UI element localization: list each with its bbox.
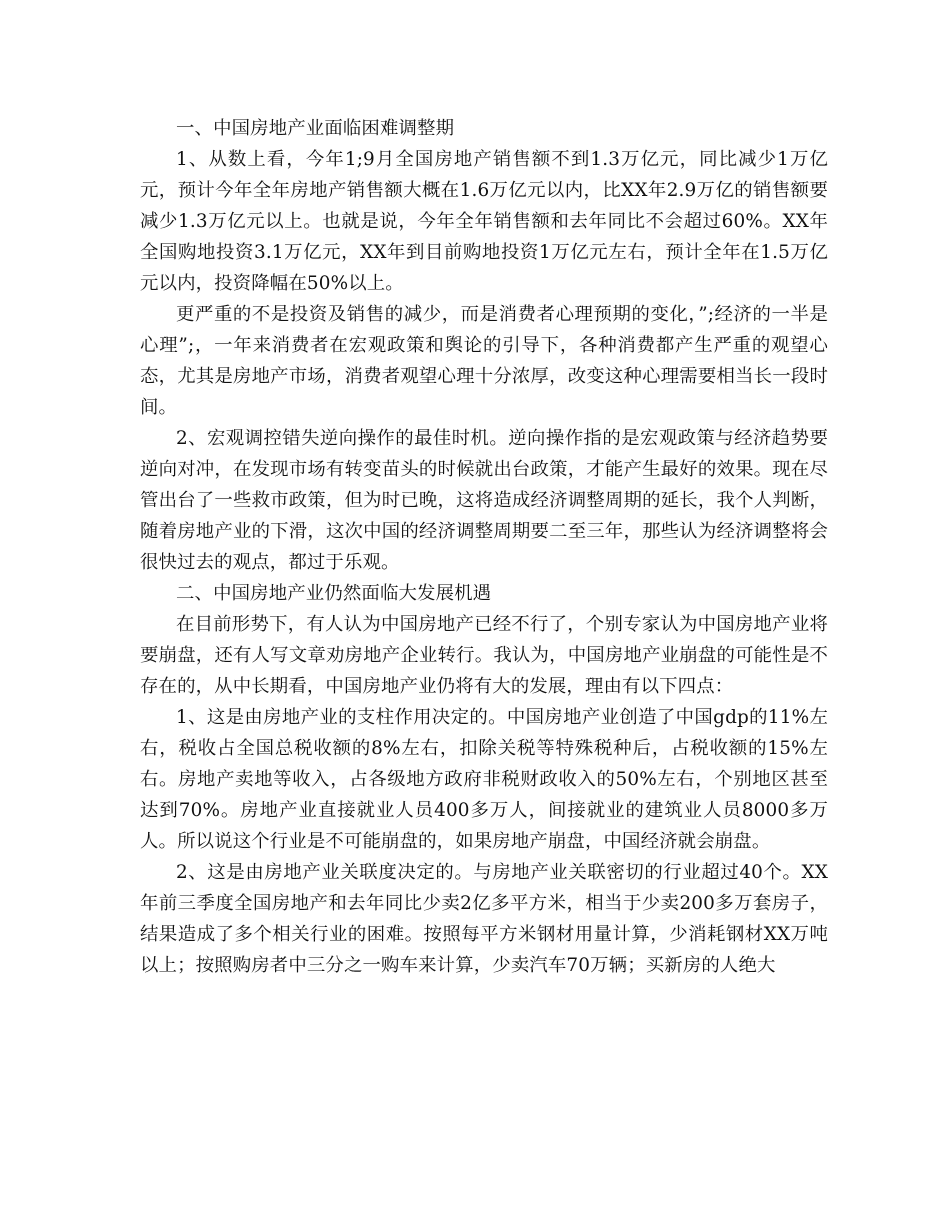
- document-body: [140, 113, 828, 981]
- paragraph: 2、宏观调控错失逆向操作的最佳时机。逆向操作指的是宏观政策与经济趋势要逆向对冲，在发现市场有转变苗头的时候就出台政策，才能产生最好的效果。现在尽管出台了一些救市政策，但为时已晚，这将造成经济调整周期的延长，我个人判断，随着房地产业的下滑，这次中国的经济调整周期要二至三年，那些认为经济调整将会很快过去的观点，都过于乐观。: [140, 428, 828, 573]
- paragraph: 更严重的不是投资及销售的减少，而是消费者心理预期的变化，”;经济的一半是心理”;，一年来消费者在宏观政策和舆论的引导下，各种消费都产生严重的观望心态，尤其是房地产市场，消费者观望心理十分浓厚，改变这种心理需要相当长一段时间。: [140, 304, 828, 418]
- paragraph: 1、这是由房地产业的支柱作用决定的。中国房地产业创造了中国gdp的11%左右，税收占全国总税收额的8%左右，扣除关税等特殊税种后，占税收额的15%左右。房地产卖地等收入，占各级地方政府非税财政收入的50%左右，个别地区甚至达到70%。房地产业直接就业人员400多万人，间接就业的建筑业人员8000多万人。所以说这个行业是不可能崩盘的，如果房地产崩盘，中国经济就会崩盘。: [140, 707, 828, 852]
- paragraph: 2、这是由房地产业关联度决定的。与房地产业关联密切的行业超过40个。XX年前三季度全国房地产和去年同比少卖2亿多平方米，相当于少卖200多万套房子，结果造成了多个相关行业的困难。按照每平方米钢材用量计算，少消耗钢材XX万吨以上；按照购房者中三分之一购车来计算，少卖汽车70万辆；买新房的人绝大: [140, 862, 828, 976]
- paragraph: 1、从数上看，今年1;9月全国房地产销售额不到1.3万亿元，同比减少1万亿元，预计今年全年房地产销售额大概在1.6万亿元以内，比XX年2.9万亿的销售额要减少1.3万亿元以上。也就是说，今年全年销售额和去年同比不会超过60%。XX年全国购地投资3.1万亿元，XX年到目前购地投资1万亿元左右，预计全年在1.5万亿元以内，投资降幅在50%以上。: [140, 149, 828, 294]
- section-heading-2: 二、中国房地产业仍然面临大发展机遇: [176, 583, 492, 604]
- section-heading-1: 一、中国房地产业面临困难调整期: [176, 118, 455, 139]
- paragraph: 在目前形势下，有人认为中国房地产已经不行了，个别专家认为中国房地产业将要崩盘，还有人写文章劝房地产企业转行。我认为，中国房地产业崩盘的可能性是不存在的，从中长期看，中国房地产业仍将有大的发展，理由有以下四点：: [140, 614, 828, 697]
